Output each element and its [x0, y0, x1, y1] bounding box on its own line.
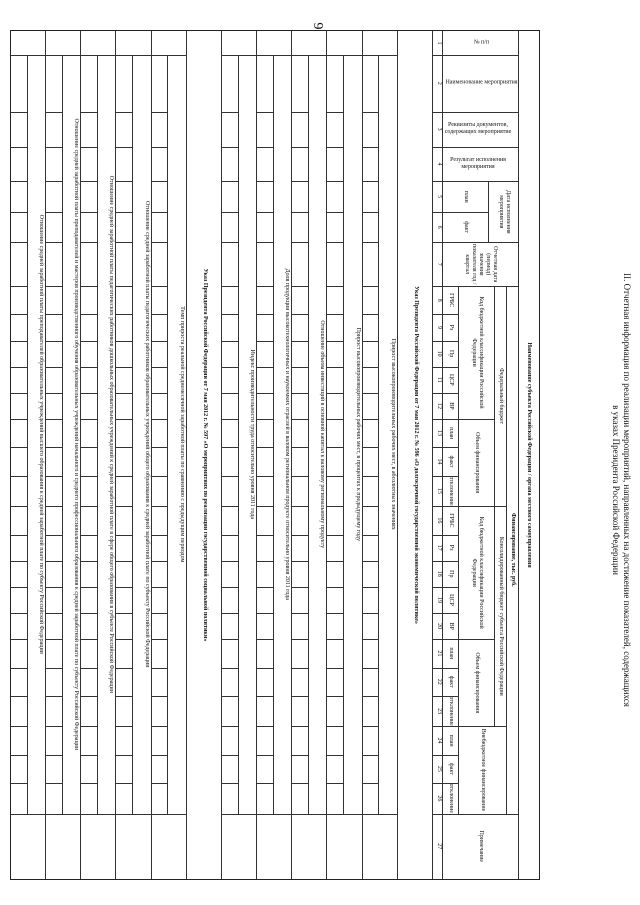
result-header	[443, 147, 519, 182]
rz-header: Рз	[448, 544, 455, 551]
grid-line	[167, 55, 168, 814]
column-number: 25	[436, 765, 442, 772]
deviation-header: отклонение	[448, 476, 455, 506]
grid-line	[11, 147, 519, 148]
column-number: 12	[436, 402, 442, 409]
fact-header: факт	[463, 221, 470, 234]
plan-header: план	[448, 427, 455, 440]
grid-line	[151, 31, 152, 879]
fact-header: факт	[448, 675, 455, 688]
grid-line	[186, 31, 187, 879]
indicator-row: Доля продукции высокотехнологичных и наукоемких отраслей в валовом региональном продукте относительно уровня 2011 года	[284, 268, 291, 600]
column-number: 11	[436, 376, 442, 383]
grid-line	[442, 31, 443, 879]
section-title-line-1: II. Отчетная информация по реализации мероприятий, направленных на достижение показателей, содержащихся	[622, 273, 632, 707]
grid-line	[362, 31, 363, 879]
grid-line	[378, 55, 379, 814]
grid-line	[11, 112, 519, 113]
column-number: 10	[436, 350, 442, 357]
pr-header: Пр	[448, 570, 455, 578]
column-number: 5	[436, 195, 442, 199]
grid-line	[11, 242, 519, 243]
deviation-header: отклонение	[448, 783, 455, 814]
indicator-row: Темп прироста реальной среднемесячной заработной платы по сравнению с предыдущим периодом	[178, 306, 185, 563]
column-number: 26	[436, 795, 442, 802]
indicator-row: Отношение средней заработной платы преподавателей образовательных учреждений высшего образования к средней заработной плате по субъекту Российской Федерации	[38, 214, 45, 654]
grid-line	[273, 55, 274, 814]
grid-line	[308, 55, 309, 814]
column-number: 27	[436, 843, 442, 850]
section-row: Указ Президента Российской Федерации от 7 мая 2012 г. № 596 «О долгосрочной государственной экономической политике»	[413, 286, 420, 624]
report-table	[10, 30, 540, 880]
name-header	[443, 55, 519, 112]
extra-budget-header: Внебюджетное финансирование	[480, 728, 487, 812]
grid-line	[221, 31, 222, 879]
result-header-text: Результат исполнения мероприятия	[450, 156, 506, 170]
grid-line	[62, 55, 63, 814]
vr-header: ВР	[448, 402, 455, 410]
indicator-row: Отношение объема инвестиций в основной капитал к валовому региональному продукту	[319, 320, 326, 549]
grid-line	[11, 181, 519, 182]
column-number: 7	[436, 262, 442, 266]
column-number: 20	[436, 623, 442, 630]
column-number: 4	[436, 162, 442, 166]
column-number: 17	[436, 544, 442, 551]
pr-header: Пр	[448, 349, 455, 358]
grid-line	[11, 55, 519, 56]
deviation-header: отклонение	[448, 696, 455, 726]
reqs-header	[443, 112, 519, 147]
column-number: 19	[436, 596, 442, 603]
grid-line	[291, 31, 292, 879]
report-date-header: Отчетная дата (период) значения показателя год / квартал	[464, 244, 499, 285]
column-number: 6	[436, 225, 442, 229]
num-header	[443, 31, 519, 55]
plan-header: план	[463, 190, 470, 203]
date-group-header: Дата исполнения мероприятия	[498, 190, 511, 234]
indicator-row: Индекс производительности труда относительно уровня 2011 года	[249, 349, 256, 520]
section-row: Указ Президента Российской Федерации от 7 мая 2012 г. № 597 «О мероприятиях по реализации государственной социальной политики»	[202, 268, 209, 642]
grid-line	[11, 286, 519, 287]
grid-line	[397, 31, 398, 879]
consolidated-budget-header: Консолидированный бюджет субъекта Российской Федерации	[498, 536, 505, 696]
column-number: 15	[436, 487, 442, 494]
indicator-row: Отношение средней заработной платы педагогических работников дошкольных образовательных учреждений к средней заработной плате в сфере общего образования в субъекте Российской Федерации	[108, 175, 115, 693]
plan-header: план	[448, 734, 455, 747]
grid-line	[116, 31, 117, 879]
indicator-row: Отношение средней заработной платы преподавателей и мастеров производственного обучения образовательных учреждений начального и среднего профессионального образования к средней заработной плате по субъекту Российской Федерации	[73, 118, 80, 751]
section-title-line-2: в указах Президента Российской Федерации	[611, 405, 622, 575]
column-number: 22	[436, 678, 442, 685]
indicator-row: Прирост высокопроизводительных рабочих мест, в абсолютных значениях	[389, 338, 396, 530]
num-header-text: № п/п	[473, 39, 490, 46]
column-number: 24	[436, 737, 442, 744]
federal-budget-header: Федеральный бюджет	[498, 368, 505, 425]
kbk-header: Код бюджетной классификации Российской Федерации	[471, 516, 484, 629]
section-title	[611, 180, 632, 800]
volume-header: Объем финансирования	[474, 432, 481, 494]
column-number: 13	[436, 430, 442, 437]
volume-header: Объем финансирования	[474, 652, 481, 714]
column-number: 8	[436, 298, 442, 302]
column-number: 9	[436, 325, 442, 329]
column-number: 3	[436, 127, 442, 131]
indicator-row: Отношение средней заработной платы педагогических работников образовательных учреждений общего образования к средней заработной плате по субъекту Российской Федерации	[143, 201, 150, 668]
rz-header: Рз	[448, 324, 455, 331]
funding-header: Финансирование, тыс. руб.	[510, 513, 517, 587]
column-number: 14	[436, 458, 442, 465]
csr-header: ЦСР	[448, 594, 455, 606]
column-number: 2	[436, 81, 442, 85]
grid-line	[343, 55, 344, 814]
reqs-header-text: Реквизиты документов, содержащих мероприятие	[444, 122, 512, 136]
grid-line	[432, 31, 433, 879]
grid-line	[327, 31, 328, 879]
grid-line	[256, 31, 257, 879]
fact-header: факт	[448, 455, 455, 468]
indicator-row: Прирост высокопроизводительных рабочих мест, в процентах к предыдущему году	[354, 327, 361, 541]
grid-line	[11, 814, 519, 815]
vr-header: ВР	[448, 622, 455, 630]
grid-line	[97, 55, 98, 814]
csr-header: ЦСР	[448, 373, 455, 386]
name-header-text: Наименование мероприятия	[445, 79, 518, 86]
page-number: 6	[312, 22, 327, 30]
grid-line	[238, 55, 239, 814]
kbk-header: Код бюджетной классификации Российской Федерации	[471, 296, 484, 409]
plan-header: план	[448, 647, 455, 660]
grid-line	[27, 55, 28, 814]
note-header: Примечание	[478, 830, 485, 863]
grbs-header: ГРБС	[448, 293, 455, 308]
fact-header: факт	[448, 762, 455, 775]
column-number: 16	[436, 517, 442, 524]
column-number: 18	[436, 570, 442, 577]
org-header: Наименование субъекта Российской Федерации / органа местного самоуправления	[526, 342, 533, 568]
grid-line	[80, 31, 81, 879]
column-number: 21	[436, 650, 442, 657]
column-number: 1	[436, 41, 442, 45]
grbs-header: ГРБС	[448, 513, 455, 528]
grid-line	[132, 55, 133, 814]
grid-line	[45, 31, 46, 879]
column-number: 23	[436, 708, 442, 715]
